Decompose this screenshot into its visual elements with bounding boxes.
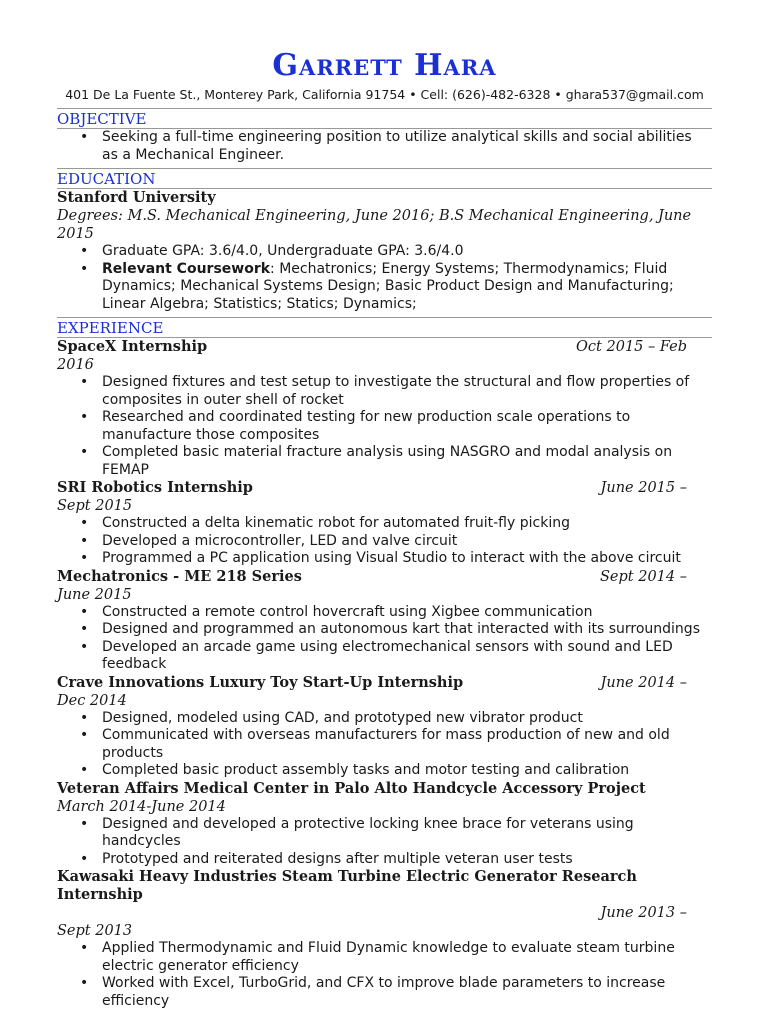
job-date-start: Sept 2014 – bbox=[600, 568, 687, 585]
list-item: • Seeking a full-time engineering position to utilize analytical skills and social abilities as a Mechanical Engineer. bbox=[102, 129, 712, 164]
list-item: • Designed and developed a protective locking knee brace for veterans using handcycles bbox=[102, 816, 712, 851]
job-date-end: Dec 2014 bbox=[57, 692, 127, 709]
candidate-name: Garrett Hara bbox=[272, 48, 497, 83]
job-date-start: Oct 2015 – Feb bbox=[576, 339, 687, 355]
job-entry bbox=[57, 674, 712, 780]
job-org: SRI Robotics Internship bbox=[57, 479, 253, 496]
list-item: • Programmed a PC application using Visual Studio to interact with the above circuit bbox=[102, 550, 712, 568]
job-entry bbox=[57, 868, 712, 1010]
objective-list bbox=[57, 129, 712, 164]
list-item: • Designed fixtures and test setup to investigate the structural and flow properties of composites in outer shell of rocket bbox=[102, 374, 712, 409]
list-item: • Developed an arcade game using electromechanical sensors with sound and LED feedback bbox=[102, 639, 712, 674]
list-item: • Prototyped and reiterated designs after multiple veteran user tests bbox=[102, 851, 712, 869]
coursework-list: : Mechatronics; Energy Systems; Thermodynamics; Fluid Dynamics; Mechanical Systems Design; Basic Product Design and Manufacturing; Linear Algebra; Statistics; Statics; Dynamics; bbox=[102, 260, 674, 312]
job-org: Mechatronics - ME 218 Series bbox=[57, 567, 302, 585]
list-item: • Graduate GPA: 3.6/4.0, Undergraduate GPA: 3.6/4.0 bbox=[102, 243, 712, 261]
education-list bbox=[57, 243, 712, 313]
contact-info: 401 De La Fuente St., Monterey Park, California 91754 • Cell: (626)-482-6328 • ghara537@gmail.com bbox=[65, 87, 704, 102]
job-date-start: June 2013 – bbox=[600, 905, 687, 921]
list-item: • Completed basic material fracture analysis using NASGRO and modal analysis on FEMAP bbox=[102, 444, 712, 479]
list-item: • Applied Thermodynamic and Fluid Dynamic knowledge to evaluate steam turbine electric generator efficiency bbox=[102, 940, 712, 975]
job-org: SpaceX Internship bbox=[57, 338, 208, 355]
section-title-experience: EXPERIENCE bbox=[57, 317, 712, 338]
job-org: Kawasaki Heavy Industries Steam Turbine Electric Generator Research Internship bbox=[57, 868, 637, 903]
list-item: • Worked with Excel, TurboGrid, and CFX to improve blade parameters to increase efficiency bbox=[102, 975, 712, 1010]
job-date-end: June 2015 bbox=[57, 586, 132, 603]
job-org: Crave Innovations Luxury Toy Start-Up Internship bbox=[57, 673, 464, 691]
job-date-start: June 2014 – bbox=[600, 674, 687, 691]
resume-page bbox=[57, 46, 712, 1010]
job-entry bbox=[57, 479, 712, 568]
job-entry bbox=[57, 338, 712, 479]
job-org: Veteran Affairs Medical Center in Palo Alto Handcycle Accessory Project bbox=[57, 779, 646, 797]
list-item: • Constructed a remote control hovercraft using Xigbee communication bbox=[102, 604, 712, 622]
section-title-education: EDUCATION bbox=[57, 168, 712, 189]
job-date-end: Sept 2015 bbox=[57, 498, 133, 514]
job-date: March 2014-June 2014 bbox=[57, 798, 226, 815]
list-item: • Completed basic product assembly tasks and motor testing and calibration bbox=[102, 762, 712, 780]
list-item: • Developed a microcontroller, LED and valve circuit bbox=[102, 533, 712, 551]
section-title-objective: OBJECTIVE bbox=[57, 108, 712, 129]
list-item-coursework bbox=[102, 261, 712, 314]
list-item: • Communicated with overseas manufacturers for mass production of new and old products bbox=[102, 727, 712, 762]
list-item: • Researched and coordinated testing for new production scale operations to manufacture those composites bbox=[102, 409, 712, 444]
job-entry bbox=[57, 568, 712, 674]
job-date-end: 2016 bbox=[57, 357, 94, 373]
job-date-start: June 2015 – bbox=[600, 480, 687, 496]
coursework-label: Relevant Coursework bbox=[102, 260, 271, 277]
list-item: • Designed, modeled using CAD, and prototyped new vibrator product bbox=[102, 710, 712, 728]
list-item: • Constructed a delta kinematic robot for automated fruit-fly picking bbox=[102, 515, 712, 533]
job-entry bbox=[57, 780, 712, 869]
list-item: • Designed and programmed an autonomous kart that interacted with its surroundings bbox=[102, 621, 712, 639]
degrees: Degrees: M.S. Mechanical Engineering, June 2016; B.S Mechanical Engineering, June 2015 bbox=[57, 208, 692, 242]
school-name: Stanford University bbox=[57, 189, 216, 206]
job-date-end: Sept 2013 bbox=[57, 923, 133, 939]
